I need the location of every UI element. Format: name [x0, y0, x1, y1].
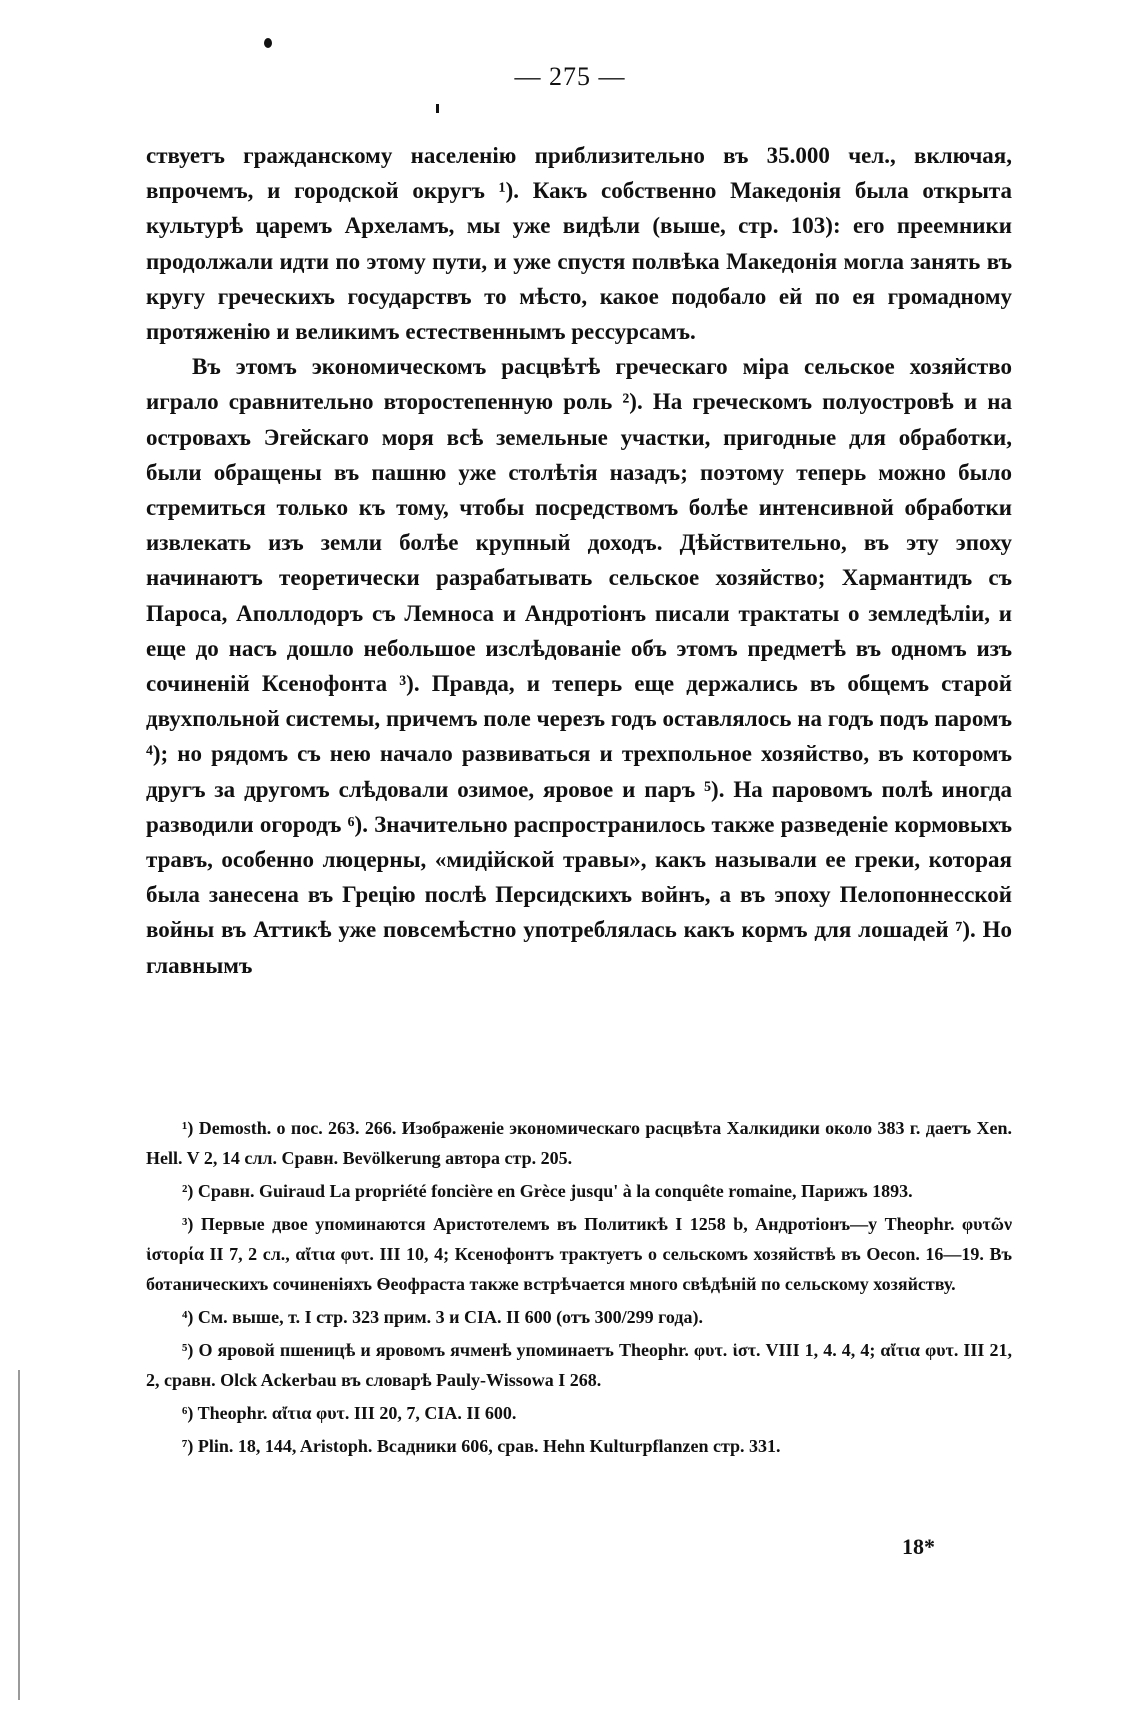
signature-mark: 18* [902, 1534, 935, 1559]
footnote-1: ¹) Demosth. о пос. 263. 266. Изображеніе экономическаго расцвѣта Халкидики около 383 г. даетъ Xen. Hell. V 2, 14 слл. Сравн. Bevölkerung автора стр. 205. [146, 1118, 1012, 1168]
print-dot-mark [264, 38, 272, 48]
footnote-6: ⁶) Theophr. αἴτια φυτ. III 20, 7, CIA. II 600. [182, 1403, 517, 1423]
footnote-4: ⁴) См. выше, т. I стр. 323 прим. 3 и CIA. II 600 (отъ 300/299 года). [182, 1307, 703, 1327]
footnote-5: ⁵) О яровой пшеницѣ и яровомъ ячменѣ упоминаетъ Theophr. φυτ. ἱστ. VIII 1, 4. 4, 4; αἴτια φυτ. III 21, 2, сравн. Olck Ackerbau въ словарѣ Pauly-Wissowa I 268. [146, 1340, 1012, 1390]
page-number: — 275 — [514, 62, 626, 91]
footnote-2: ²) Сравн. Guiraud La propriété foncière en Grèce jusqu' à la conquête romaine, Парижъ 1893. [182, 1181, 913, 1201]
main-text [146, 138, 1012, 983]
footnotes [146, 1113, 1012, 1464]
print-tick-mark [436, 104, 439, 113]
scan-edge-line [18, 1370, 20, 1700]
paragraph-2: Въ этомъ экономическомъ расцвѣтѣ греческаго міра сельское хозяйство играло сравнительно второстепенную роль ²). На греческомъ полуостровѣ и на островахъ Эгейскаго моря всѣ земельные участки, пригодные для обработки, были обращены въ пашню уже столѣтія назадъ; поэтому теперь можно было стремиться только къ тому, чтобы посредствомъ болѣе интенсивной обработки извлекать изъ земли болѣе крупный доходъ. Дѣйствительно, въ эту эпоху начинаютъ теоретически разрабатывать сельское хозяйство; Хармантидъ съ Пароса, Аполлодоръ съ Лемноса и Андротіонъ писали трактаты о земледѣліи, и еще до насъ дошло небольшое изслѣдованіе объ этомъ предметѣ въ одномъ изъ сочиненій Ксенофонта ³). Правда, и теперь еще держались въ общемъ старой двухпольной системы, причемъ поле черезъ годъ оставлялось на годъ подъ паромъ ⁴); но рядомъ съ нею начало развиваться и трехпольное хозяйство, въ которомъ другъ за другомъ слѣдовали озимое, яровое и паръ ⁵). На паровомъ полѣ иногда разводили огородъ ⁶). Значительно распространилось также разведеніе кормовыхъ травъ, особенно люцерны, «мидійской травы», какъ называли ее греки, которая была занесена въ Грецію послѣ Персидскихъ войнъ, а въ эпоху Пелопоннесской войны въ Аттикѣ уже повсемѣстно употреблялась какъ кормъ для лошадей ⁷). Но главнымъ [146, 354, 1012, 978]
footnote-3: ³) Первые двое упоминаются Аристотелемъ въ Политикѣ I 1258 b, Андротіонъ—у Theophr. φυτῶν ἱστορία II 7, 2 сл., αἴτια φυτ. III 10, 4; Ксенофонтъ трактуетъ о сельскомъ хозяйствѣ въ Oecon. 16—19. Въ ботаническихъ сочиненіяхъ Ѳеофраста также встрѣчается много свѣдѣній по сельскому хозяйству. [146, 1214, 1012, 1294]
paragraph-1: ствуетъ гражданскому населенію приблизительно въ 35.000 чел., включая, впрочемъ, и городской округъ ¹). Какъ собственно Македонія была открыта культурѣ царемъ Археламъ, мы уже видѣли (выше, стр. 103): его преемники продолжали идти по этому пути, и уже спустя полвѣка Македонія могла занять въ кругу греческихъ государствъ то мѣсто, какое подобало ей по ея громадному протяженію и великимъ естественнымъ рессурсамъ. [146, 143, 1012, 345]
footnote-7: ⁷) Plin. 18, 144, Aristoph. Всадники 606, срав. Hehn Kulturpflanzen стр. 331. [182, 1436, 781, 1456]
